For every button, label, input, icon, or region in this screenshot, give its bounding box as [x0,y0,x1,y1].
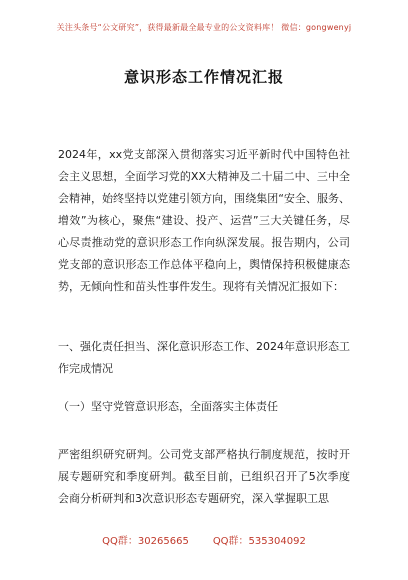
footer-qq-groups [0,532,408,547]
paragraph-2: 严密组织研究研判。公司党支部严格执行制度规范，按时开展专题研究和季度研判。截至目前，已组织召开了5次季度会商分析研判和3次意识形态专题研究，深入掌握职工思 [58,448,350,505]
section-heading-1: 一、强化责任担当、深化意识形态工作、2024年意识形态工作完成情况 [58,340,350,375]
section-heading-2: （一）坚守党管意识形态，全面落实主体责任 [58,400,278,413]
footer-qq-group-1: QQ群：30265665 [102,536,189,547]
paragraph-intro: 2024年，xx党支部深入贯彻落实习近平新时代中国特色社会主义思想，全面学习党的XX大精神及二十届二中、三中全会精神，始终坚持以党建引领方向，围绕集团“安全、服务、增效”为核心，聚焦“建设、投产、运营”三大关键任务，尽心尽责推动党的意识形态工作向纵深发展。报告期内，公司党支部的意识形态工作总体平稳向上，舆情保持积极健康态势，无倾向性和苗头性事件发生。现将有关情况汇报如下： [58,148,350,293]
footer-qq-group-2: QQ群：535304092 [212,536,306,547]
top-banner: 关注头条号“公文研究”，获得最新最全最专业的公文资料库！ 微信：gongwenyj [56,23,352,32]
page-title: 意识形态工作情况汇报 [123,68,284,86]
